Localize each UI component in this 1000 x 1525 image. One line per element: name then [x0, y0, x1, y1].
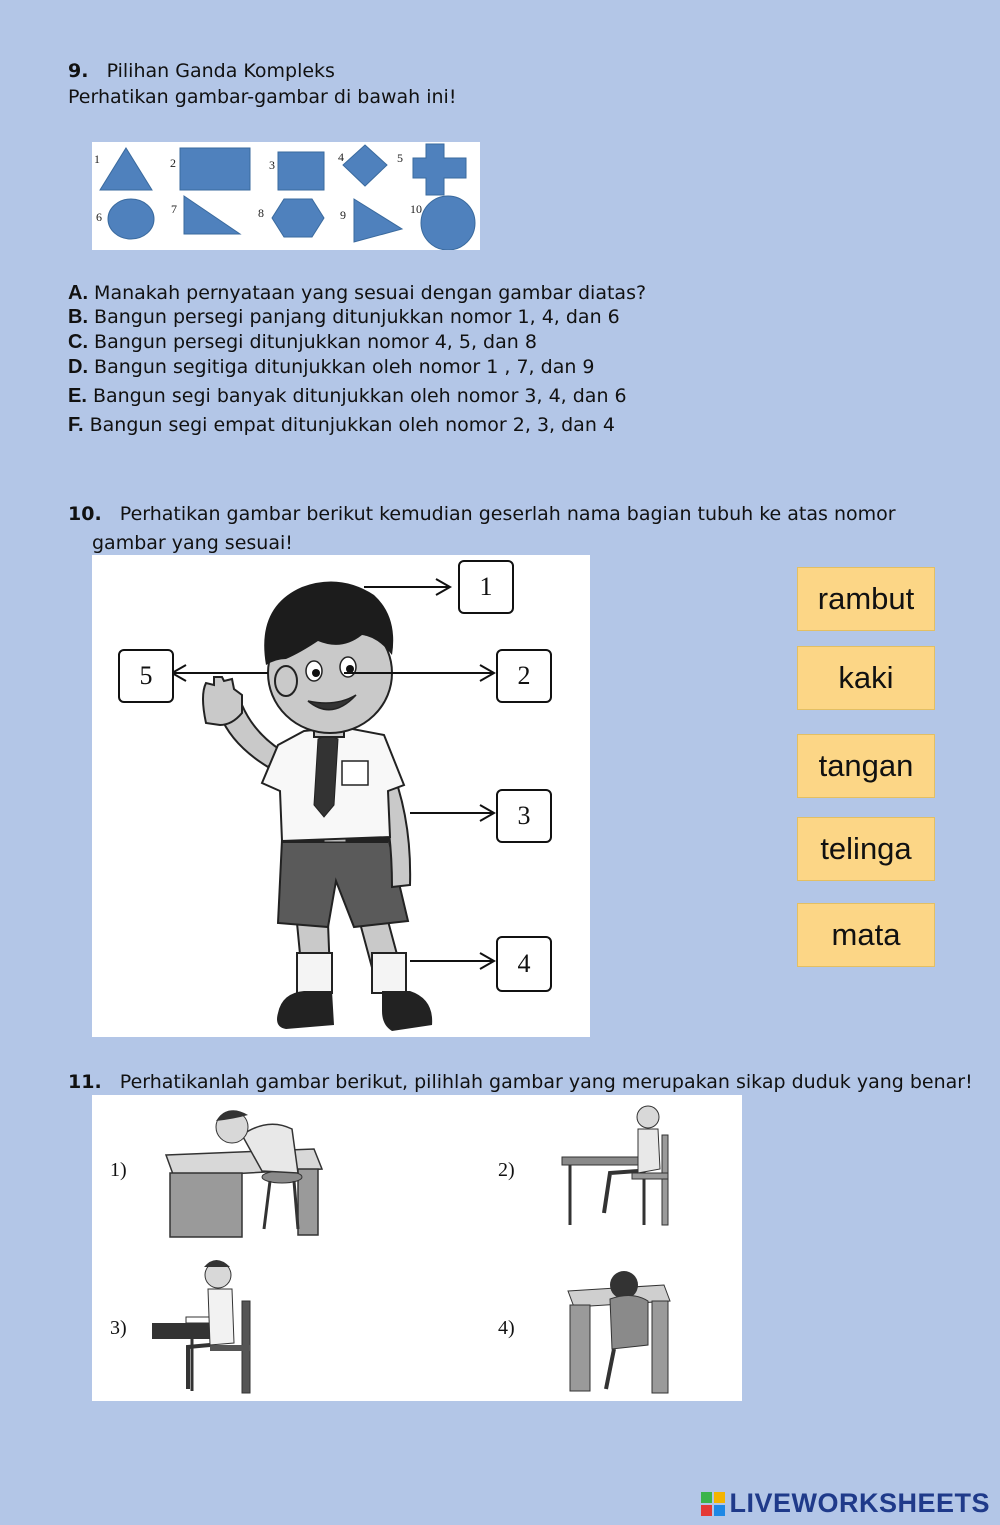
- shape-cross-5: [413, 144, 466, 195]
- q10-header: [68, 502, 896, 527]
- q10-number: 10.: [68, 503, 102, 525]
- option-letter: E.: [68, 385, 87, 407]
- posture-label-4[interactable]: 4): [498, 1317, 515, 1339]
- q9-number: 9.: [68, 60, 89, 82]
- q11-number: 11.: [68, 1071, 102, 1093]
- option-text: Bangun segi empat ditunjukkan oleh nomor 2, 3, dan 4: [89, 414, 615, 436]
- shape-number: 2: [170, 156, 176, 170]
- q10-text-line1: Perhatikan gambar berikut kemudian geserlah nama bagian tubuh ke atas nomor: [119, 503, 896, 525]
- option-text: Manakah pernyataan yang sesuai dengan gambar diatas?: [94, 282, 647, 304]
- q9-option-c[interactable]: [68, 330, 537, 355]
- posture-4-illustration: [568, 1271, 670, 1393]
- drop-target-5[interactable]: 5: [118, 649, 174, 703]
- shapes-svg: [92, 142, 480, 250]
- shape-number: 7: [171, 202, 177, 216]
- shape-rhombus-4: [343, 145, 387, 186]
- brand-name: LIVEWORKSHEETS: [729, 1488, 990, 1518]
- option-letter: D.: [68, 356, 88, 378]
- option-text: Bangun segitiga ditunjukkan oleh nomor 1 , 7, dan 9: [94, 356, 595, 378]
- body-parts-image: [92, 555, 590, 1037]
- option-letter: A.: [68, 282, 88, 304]
- option-text: Bangun segi banyak ditunjukkan oleh nomor 3, 4, dan 6: [92, 385, 627, 407]
- sitting-posture-image: [92, 1095, 742, 1401]
- drop-target-3[interactable]: 3: [496, 789, 552, 843]
- q9-header: [68, 59, 335, 84]
- shape-number: 4: [338, 150, 344, 164]
- liveworksheets-logo[interactable]: [701, 1488, 990, 1519]
- q9-instruction: Perhatikan gambar-gambar di bawah ini!: [68, 86, 457, 108]
- q9-title: Pilihan Ganda Kompleks: [106, 60, 335, 82]
- shape-number: 9: [340, 208, 346, 222]
- q9-option-b[interactable]: [68, 305, 620, 330]
- shape-number: 6: [96, 210, 102, 224]
- posture-1-illustration: [166, 1110, 322, 1237]
- posture-2-illustration: [562, 1106, 668, 1225]
- posture-label-1[interactable]: 1): [110, 1159, 127, 1181]
- q9-option-a[interactable]: [68, 281, 646, 306]
- option-letter: F.: [68, 414, 84, 436]
- q9-option-e[interactable]: [68, 384, 627, 409]
- draggable-chip-kaki[interactable]: kaki: [797, 646, 935, 710]
- shape-circle-10: [421, 196, 475, 250]
- drop-target-2[interactable]: 2: [496, 649, 552, 703]
- shape-number: 3: [269, 158, 275, 172]
- posture-label-3[interactable]: 3): [110, 1317, 127, 1339]
- shape-number: 5: [397, 151, 403, 165]
- option-letter: B.: [68, 306, 88, 328]
- shape-right-triangle-7: [184, 196, 240, 234]
- draggable-chip-rambut[interactable]: rambut: [797, 567, 935, 631]
- option-letter: C.: [68, 331, 88, 353]
- q10-text-line2: gambar yang sesuai!: [92, 532, 293, 554]
- liveworksheets-logo-icon: [701, 1492, 725, 1516]
- shape-number: 10: [410, 202, 422, 216]
- q9-option-f[interactable]: [68, 413, 615, 438]
- shape-number: 1: [94, 152, 100, 166]
- shape-triangle-1: [100, 148, 152, 190]
- shape-square-3: [278, 152, 324, 190]
- sitting-illustrations: [92, 1095, 742, 1401]
- draggable-chip-mata[interactable]: mata: [797, 903, 935, 967]
- q9-option-d[interactable]: [68, 355, 595, 380]
- shape-rectangle-2: [180, 148, 250, 190]
- shapes-image: [92, 142, 480, 250]
- option-text: Bangun persegi ditunjukkan nomor 4, 5, dan 8: [94, 331, 537, 353]
- q11-header: [68, 1070, 973, 1095]
- draggable-chip-tangan[interactable]: tangan: [797, 734, 935, 798]
- shape-ellipse-6: [108, 199, 154, 239]
- shape-hexagon-8: [272, 199, 324, 237]
- shape-number: 8: [258, 206, 264, 220]
- drop-target-1[interactable]: 1: [458, 560, 514, 614]
- posture-label-2[interactable]: 2): [498, 1159, 515, 1181]
- shape-triangle-9: [354, 199, 402, 242]
- q11-text: Perhatikanlah gambar berikut, pilihlah gambar yang merupakan sikap duduk yang benar!: [119, 1071, 973, 1093]
- option-text: Bangun persegi panjang ditunjukkan nomor 1, 4, dan 6: [94, 306, 620, 328]
- draggable-chip-telinga[interactable]: telinga: [797, 817, 935, 881]
- posture-3-illustration: [152, 1260, 250, 1393]
- drop-target-4[interactable]: 4: [496, 936, 552, 992]
